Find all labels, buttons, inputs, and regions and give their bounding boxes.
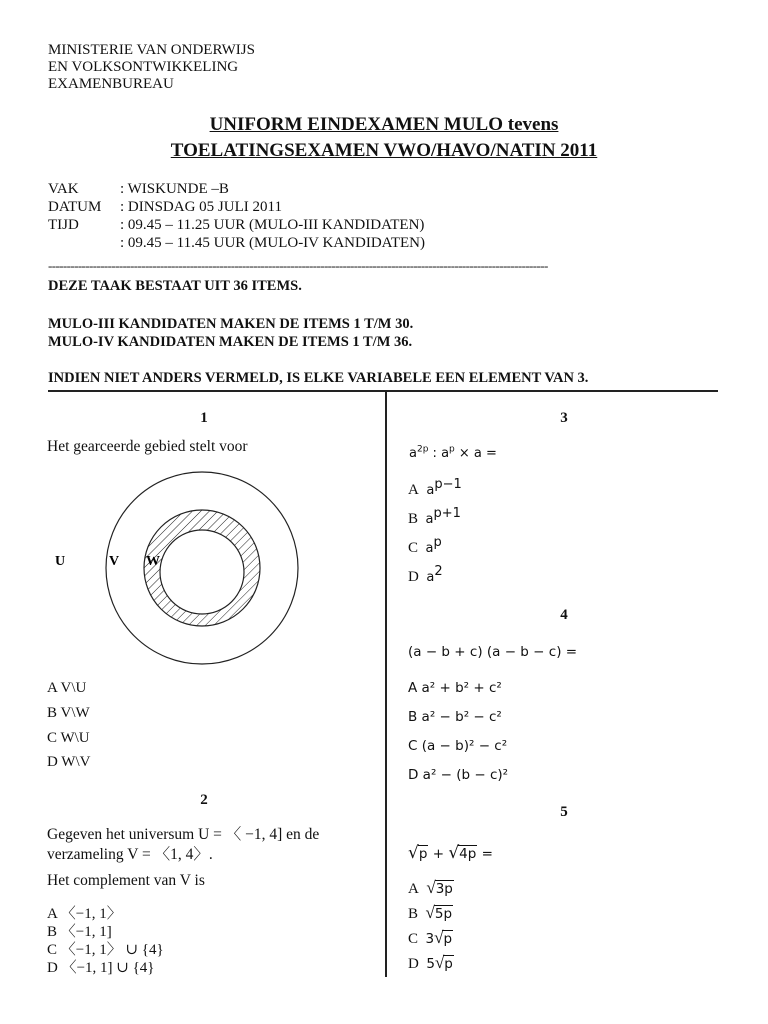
q1-option-b: B V\W [47,705,90,721]
q3-option-c: C $a^p$ [408,535,442,556]
meta-val-datum: : DINSDAG 05 JULI 2011 [120,199,282,215]
q5-option-a: A √3p [408,878,453,897]
q3-option-b: B $a^{p+1}$ [408,506,461,527]
ministry-header [48,42,255,93]
q1-option-d: D W\V [47,754,91,770]
exam-title-line-2: TOELATINGSEXAMEN VWO/HAVO/NATIN 2011 [170,140,598,161]
q5-option-c: C 3√p [408,928,453,947]
q2-stem-line-2: verzameling V = 〈1, 4〉. [47,846,213,863]
q5-option-d: D 5√p [408,953,453,972]
sqrt-icon: √ [425,903,435,922]
label-u: U [55,554,66,569]
header-line: EN VOLKSONTWIKKELING [48,59,239,75]
q2-option-b: B 〈−1, 1] [47,924,112,940]
label-v: V [109,554,120,569]
q3-option-a: A $a^{p-1}$ [408,477,462,498]
note-items-count: DEZE TAAK BESTAAT UIT 36 ITEMS. [48,278,302,294]
q2-number: 2 [200,792,208,808]
sqrt-icon: √ [434,953,445,972]
sqrt-icon: √ [448,843,460,863]
meta-key-vak: VAK [48,181,79,197]
venn-diagram [40,468,380,668]
q5-option-b: B √5p [408,903,453,922]
meta-key-datum: DATUM [48,199,102,215]
q5-number: 5 [560,804,568,820]
set-w-circle [160,530,244,614]
header-line: EXAMENBUREAU [48,76,174,92]
q4-number: 4 [560,607,568,623]
header-line: MINISTERIE VAN ONDERWIJS [48,42,255,58]
q5-stem: √p + √4p = [408,843,493,863]
q1-number: 1 [200,410,208,426]
meta-val-tijd-2: : 09.45 – 11.45 UUR (MULO-IV KANDIDATEN) [120,235,425,251]
note-mulo3: MULO-III KANDIDATEN MAKEN DE ITEMS 1 T/M 30. [48,316,414,332]
q1-stem: Het gearceerde gebied stelt voor [47,438,248,455]
note-mulo4: MULO-IV KANDIDATEN MAKEN DE ITEMS 1 T/M 36. [48,334,413,350]
dashed-separator: -------------------------------------------------------------------------------------------------------------------------------------- [48,258,548,273]
q1-option-c: C W\U [47,730,90,746]
q4-option-d: D a² − (b − c)² [408,767,509,783]
exam-title-line-1: UNIFORM EINDEXAMEN MULO tevens [209,114,559,135]
q2-option-a: A 〈−1, 1〉 [47,906,122,922]
q3-option-d: D $a^2$ [408,564,443,585]
sqrt-icon: √ [408,843,419,863]
label-w: W [146,554,160,569]
q4-option-b: B a² − b² − c² [408,709,502,725]
q4-option-c: C (a − b)² − c² [408,738,508,754]
q2-stem-line-1: Gegeven het universum U = 〈 −1, 4] en de [47,826,320,843]
q2-stem-line-3: Het complement van V is [47,872,205,889]
note-variable: INDIEN NIET ANDERS VERMELD, IS ELKE VARIABELE EEN ELEMENT VAN 3. [48,370,589,386]
q4-stem: (a − b + c) (a − b − c) = [408,644,578,660]
q3-number: 3 [560,410,568,426]
meta-val-vak: : WISKUNDE –B [120,181,229,197]
q4-option-a: A a² + b² + c² [408,680,502,696]
meta-val-tijd-1: : 09.45 – 11.25 UUR (MULO-III KANDIDATEN) [120,217,425,233]
meta-key-tijd: TIJD [48,217,79,233]
horizontal-rule [48,390,718,392]
sqrt-icon: √ [434,928,444,947]
exam-meta [48,180,425,252]
q2-option-d: D 〈−1, 1] ∪ {4} [47,960,155,976]
column-divider [385,392,387,977]
q1-option-a: A V\U [47,680,87,696]
q2-option-c: C 〈−1, 1〉 ∪ {4} [47,942,164,958]
sqrt-icon: √ [426,878,436,897]
q3-stem: $a^{2p}$ : $a^p \times a$ = [409,444,497,461]
